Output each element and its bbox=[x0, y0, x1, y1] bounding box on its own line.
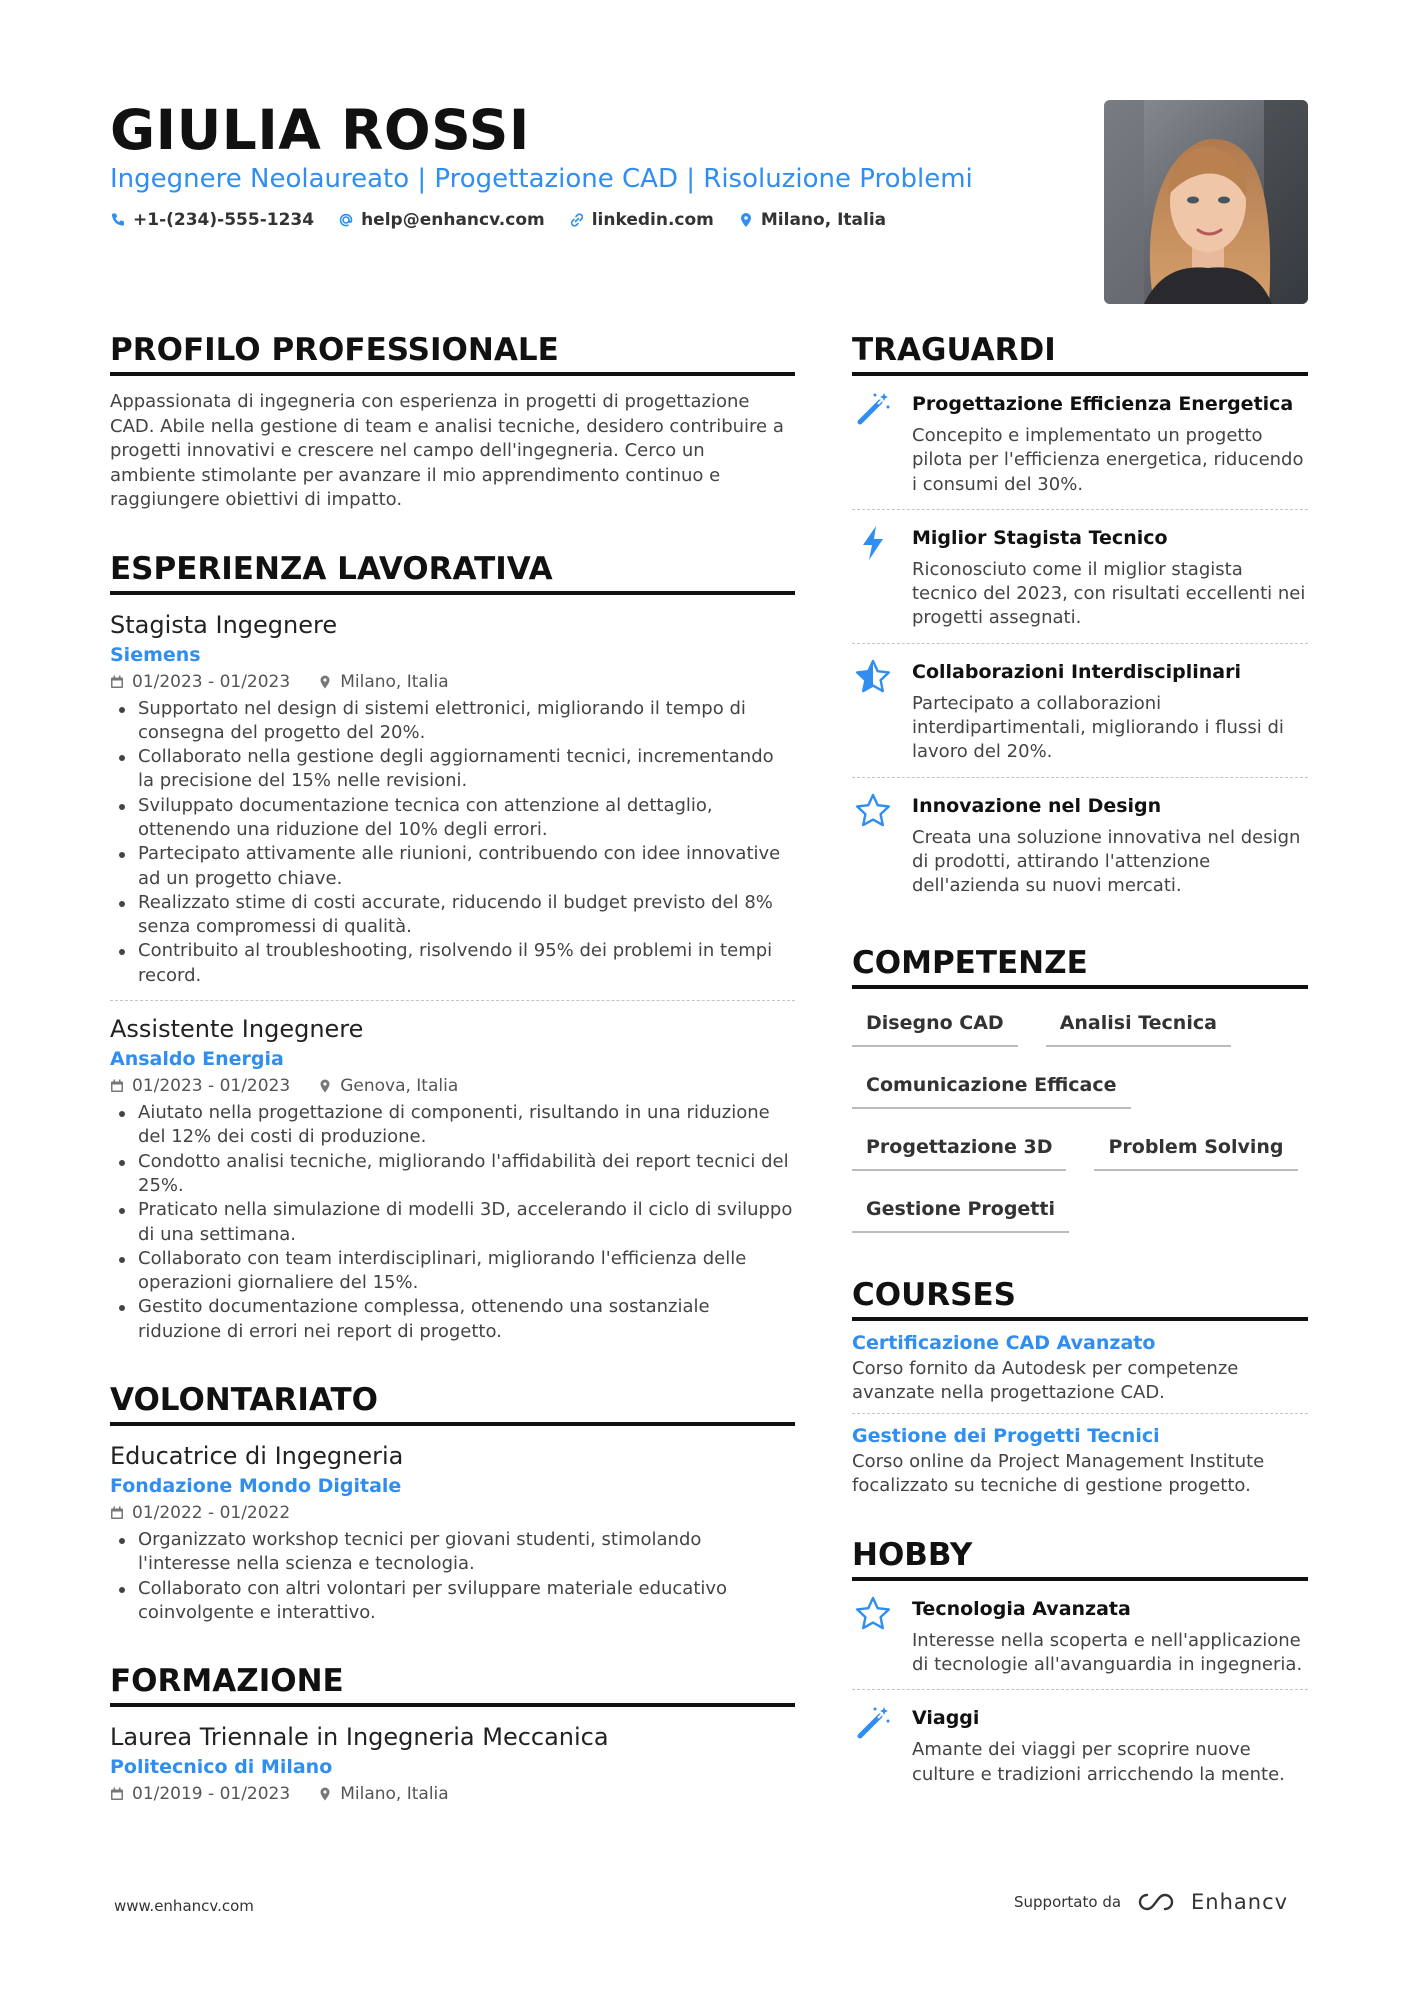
skill-tag: Comunicazione Efficace bbox=[852, 1071, 1131, 1109]
volunteer-section bbox=[110, 1380, 795, 1625]
calendar-icon bbox=[110, 1787, 124, 1801]
map-pin-icon bbox=[318, 675, 332, 689]
hobby-title: Viaggi bbox=[912, 1707, 980, 1730]
achievement-desc: Riconosciuto come il miglior stagista tecnico del 2023, con risultati eccellenti nei progetti assegnati. bbox=[912, 558, 1306, 629]
powered-by-text: Supportato da bbox=[1014, 1893, 1122, 1911]
achievements-section bbox=[852, 330, 1308, 911]
course-desc: Corso online da Project Management Institute focalizzato su tecniche di gestione progetto. bbox=[852, 1451, 1265, 1497]
education-location-text: Milano, Italia bbox=[340, 1784, 449, 1805]
hobby-desc: Interesse nella scoperta e nell'applicazione di tecnologie all'avanguardia in ingegneria. bbox=[912, 1629, 1303, 1676]
skill-tag: Analisi Tecnica bbox=[1046, 1009, 1231, 1047]
achievement-item bbox=[852, 390, 1308, 509]
linkedin-text: linkedin.com bbox=[591, 210, 714, 230]
map-pin-icon bbox=[318, 1787, 332, 1801]
job-location bbox=[318, 1073, 458, 1099]
brand-name: Enhancv bbox=[1191, 1890, 1289, 1914]
email-text: help@enhancv.com bbox=[361, 210, 545, 230]
education-school: Politecnico di Milano bbox=[110, 1756, 333, 1779]
volunteer-org: Fondazione Mondo Digitale bbox=[110, 1475, 402, 1498]
achievement-item bbox=[852, 658, 1308, 777]
bullet-item: Contribuito al troubleshooting, risolvendo il 95% dei problemi in tempi record. bbox=[110, 939, 795, 988]
contact-phone[interactable] bbox=[110, 210, 314, 230]
right-column bbox=[852, 330, 1308, 1799]
skill-tag: Gestione Progetti bbox=[852, 1195, 1069, 1233]
lightning-icon bbox=[854, 524, 892, 562]
education-title: FORMAZIONE bbox=[110, 1661, 795, 1707]
education-dates bbox=[110, 1781, 290, 1807]
hobby-item bbox=[852, 1595, 1308, 1690]
volunteer-dates-text: 01/2022 - 01/2022 bbox=[132, 1503, 291, 1524]
map-pin-icon bbox=[318, 1079, 332, 1093]
bullet-item: Condotto analisi tecniche, migliorando l'affidabilità dei report tecnici del 25%. bbox=[110, 1150, 795, 1199]
job-dates bbox=[110, 1073, 290, 1099]
achievement-desc: Creata una soluzione innovativa nel design di prodotti, attirando l'attenzione dell'azienda su nuovi mercati. bbox=[912, 826, 1301, 897]
achievement-desc: Partecipato a collaborazioni interdipartimentali, migliorando i flussi di lavoro del 20%. bbox=[912, 692, 1284, 763]
divider bbox=[852, 643, 1308, 644]
achievement-title: Progettazione Efficienza Energetica bbox=[912, 393, 1294, 415]
footer-branding bbox=[1014, 1889, 1288, 1915]
hobbies-title: HOBBY bbox=[852, 1535, 1308, 1581]
achievement-item bbox=[852, 792, 1308, 911]
experience-section bbox=[110, 549, 795, 1345]
phone-text: +1-(234)-555-1234 bbox=[133, 210, 315, 230]
bullet-item: Praticato nella simulazione di modelli 3D, accelerando il ciclo di sviluppo di una settimana. bbox=[110, 1198, 795, 1247]
skills-title: COMPETENZE bbox=[852, 943, 1308, 989]
job-entry bbox=[110, 609, 795, 989]
divider bbox=[852, 1413, 1308, 1414]
profile-section bbox=[110, 330, 795, 513]
job-bullets bbox=[110, 1101, 795, 1344]
hobby-desc: Amante dei viaggi per scoprire nuove culture e tradizioni arricchendo la mente. bbox=[912, 1739, 1285, 1785]
profile-photo bbox=[1104, 100, 1308, 304]
left-column bbox=[110, 330, 795, 1809]
achievement-desc: Concepito e implementato un progetto pilota per l'efficienza energetica, riducendo i consumi del 30%. bbox=[912, 425, 1304, 495]
skills-section bbox=[852, 943, 1308, 1233]
job-company: Siemens bbox=[110, 643, 201, 666]
course-title: Gestione dei Progetti Tecnici bbox=[852, 1425, 1160, 1448]
star-outline-icon bbox=[854, 792, 892, 830]
achievement-title: Collaborazioni Interdisciplinari bbox=[912, 660, 1241, 683]
location-text: Milano, Italia bbox=[760, 210, 887, 230]
profile-title: PROFILO PROFESSIONALE bbox=[110, 330, 795, 376]
divider bbox=[852, 777, 1308, 778]
course-title: Certificazione CAD Avanzato bbox=[852, 1331, 1156, 1354]
course-desc: Corso fornito da Autodesk per competenze avanzate nella progettazione CAD. bbox=[852, 1357, 1239, 1403]
education-section bbox=[110, 1661, 795, 1807]
divider bbox=[110, 1000, 795, 1001]
headline: Ingegnere Neolaureato | Progettazione CAD | Risoluzione Problemi bbox=[110, 164, 973, 194]
contact-location bbox=[738, 210, 886, 230]
skill-tag: Progettazione 3D bbox=[852, 1133, 1066, 1171]
experience-title: ESPERIENZA LAVORATIVA bbox=[110, 549, 795, 595]
contact-bar bbox=[110, 210, 886, 230]
bullet-item: Collaborato con team interdisciplinari, migliorando l'efficienza delle operazioni giornaliere del 15%. bbox=[110, 1247, 795, 1296]
phone-icon bbox=[110, 212, 126, 228]
hobby-title: Tecnologia Avanzata bbox=[912, 1597, 1131, 1620]
volunteer-role: Educatrice di Ingegneria bbox=[110, 1442, 404, 1471]
job-company: Ansaldo Energia bbox=[110, 1048, 284, 1071]
job-meta bbox=[110, 1073, 795, 1099]
bullet-item: Aiutato nella progettazione di componenti, risultando in una riduzione del 12% dei costi di produzione. bbox=[110, 1101, 795, 1150]
achievement-title: Miglior Stagista Tecnico bbox=[912, 526, 1168, 549]
calendar-icon bbox=[110, 675, 124, 689]
bullet-item: Sviluppato documentazione tecnica con attenzione al dettaglio, ottenendo una riduzione del 10% degli errori. bbox=[110, 794, 795, 843]
portrait-illustration bbox=[1104, 100, 1308, 304]
job-dates bbox=[110, 669, 290, 695]
magic-wand-icon bbox=[854, 1704, 892, 1742]
link-icon bbox=[569, 212, 585, 228]
footer-website[interactable]: www.enhancv.com bbox=[114, 1897, 254, 1915]
magic-wand-icon bbox=[854, 390, 892, 428]
job-entry bbox=[110, 1013, 795, 1344]
bullet-item: Collaborato nella gestione degli aggiornamenti tecnici, incrementando la precisione del 15% nelle revisioni. bbox=[110, 745, 795, 794]
job-location-text: Milano, Italia bbox=[340, 671, 449, 692]
education-dates-text: 01/2019 - 01/2023 bbox=[132, 1784, 291, 1805]
bullet-item: Gestito documentazione complessa, ottenendo una sostanziale riduzione di errori nei report di progetto. bbox=[110, 1295, 795, 1344]
volunteer-meta bbox=[110, 1500, 795, 1526]
skill-tag: Problem Solving bbox=[1094, 1133, 1297, 1171]
map-pin-icon bbox=[738, 212, 754, 228]
at-icon bbox=[338, 212, 354, 228]
courses-title: COURSES bbox=[852, 1275, 1308, 1321]
achievements-title: TRAGUARDI bbox=[852, 330, 1308, 376]
job-dates-text: 01/2023 - 01/2023 bbox=[132, 671, 291, 692]
volunteer-bullets bbox=[110, 1528, 795, 1625]
contact-linkedin[interactable] bbox=[569, 210, 714, 230]
education-location bbox=[318, 1781, 448, 1807]
volunteer-title: VOLONTARIATO bbox=[110, 1380, 795, 1426]
skills-list bbox=[852, 1003, 1308, 1233]
hobbies-section bbox=[852, 1535, 1308, 1799]
job-location-text: Genova, Italia bbox=[340, 1076, 459, 1097]
achievement-title: Innovazione nel Design bbox=[912, 794, 1162, 817]
education-degree: Laurea Triennale in Ingegneria Meccanica bbox=[110, 1723, 609, 1752]
bullet-item: Partecipato attivamente alle riunioni, contribuendo con idee innovative ad un progetto chiave. bbox=[110, 842, 795, 891]
half-star-icon bbox=[854, 658, 892, 696]
bullet-item: Collaborato con altri volontari per sviluppare materiale educativo coinvolgente e interattivo. bbox=[110, 1577, 795, 1626]
star-outline-icon bbox=[854, 1595, 892, 1633]
skill-tag: Disegno CAD bbox=[852, 1009, 1018, 1047]
job-bullets bbox=[110, 697, 795, 989]
contact-email[interactable] bbox=[338, 210, 545, 230]
bullet-item: Realizzato stime di costi accurate, riducendo il budget previsto del 8% senza compromessi di qualità. bbox=[110, 891, 795, 940]
calendar-icon bbox=[110, 1506, 124, 1520]
enhancv-logo-icon bbox=[1133, 1889, 1179, 1915]
job-role: Assistente Ingegnere bbox=[110, 1015, 364, 1044]
bullet-item: Organizzato workshop tecnici per giovani studenti, stimolando l'interesse nella scienza e tecnologia. bbox=[110, 1528, 795, 1577]
profile-text: Appassionata di ingegneria con esperienza in progetti di progettazione CAD. Abile nella gestione di team e analisi tecniche, desidero contribuire a progetti innovativi e crescere nel campo dell'ingegneria. Cerco un ambiente stimolante per avanzare il mio apprendimento continuo e raggiungere obiettivi di impatto. bbox=[110, 391, 784, 510]
job-role: Stagista Ingegnere bbox=[110, 610, 338, 639]
divider bbox=[852, 1689, 1308, 1690]
achievement-item bbox=[852, 524, 1308, 643]
courses-section bbox=[852, 1275, 1308, 1499]
volunteer-dates bbox=[110, 1500, 290, 1526]
hobby-item bbox=[852, 1704, 1308, 1799]
job-meta bbox=[110, 669, 795, 695]
candidate-name: GIULIA ROSSI bbox=[110, 98, 530, 162]
bullet-item: Supportato nel design di sistemi elettronici, migliorando il tempo di consegna del progetto del 20%. bbox=[110, 697, 795, 746]
job-location bbox=[318, 669, 448, 695]
calendar-icon bbox=[110, 1079, 124, 1093]
divider bbox=[852, 509, 1308, 510]
job-dates-text: 01/2023 - 01/2023 bbox=[132, 1076, 291, 1097]
education-meta bbox=[110, 1781, 795, 1807]
